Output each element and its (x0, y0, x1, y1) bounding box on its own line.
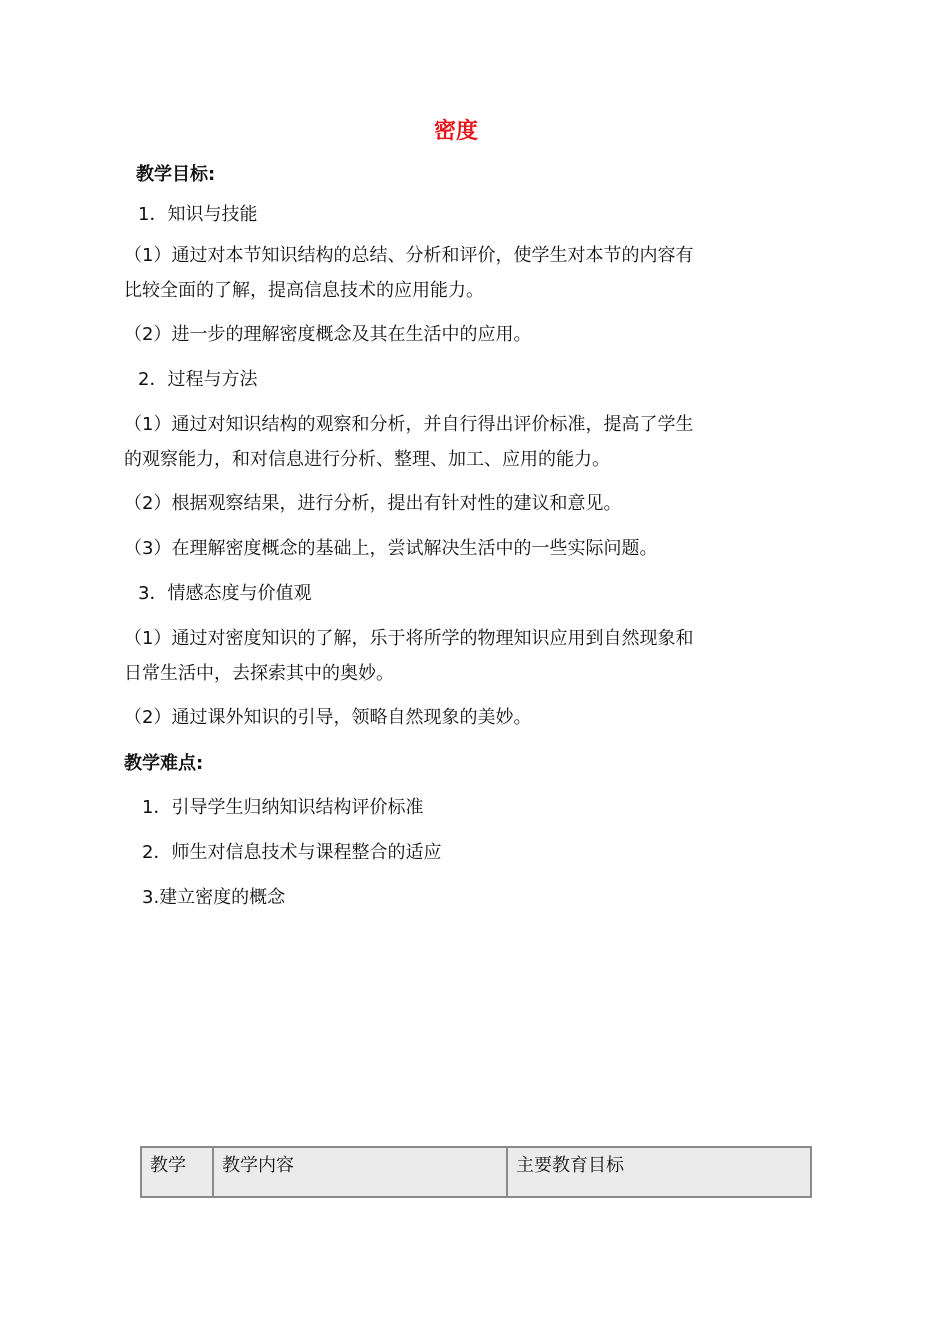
section-3-paragraph-1 (124, 621, 784, 691)
goals-heading: 教学目标: (136, 164, 216, 185)
difficulty-item-3: 3.建立密度的概念 (142, 887, 286, 908)
paragraph-line: （1）通过对本节知识结构的总结、分析和评价，使学生对本节的内容有 (124, 245, 694, 266)
section-3-paragraph-2: （2）通过课外知识的引导，领略自然现象的美妙。 (124, 707, 532, 728)
table-header-cell: 教学 (141, 1147, 213, 1197)
page-title: 密度 (433, 119, 478, 144)
section-2-paragraph-2: （2）根据观察结果，进行分析，提出有针对性的建议和意见。 (124, 493, 622, 514)
section-1-paragraph-1 (124, 238, 784, 308)
table-header-row (141, 1147, 811, 1197)
section-2-heading: 2．过程与方法 (138, 369, 258, 390)
paragraph-line: 的观察能力，和对信息进行分析、整理、加工、应用的能力。 (124, 449, 610, 470)
section-3-heading: 3．情感态度与价值观 (138, 583, 312, 604)
lesson-table (140, 1146, 812, 1198)
table-header-cell: 教学内容 (213, 1147, 507, 1197)
paragraph-line: 日常生活中，去探索其中的奥妙。 (124, 663, 394, 684)
section-1-heading: 1．知识与技能 (138, 204, 258, 225)
difficulties-heading: 教学难点: (124, 753, 204, 774)
section-2-paragraph-3: （3）在理解密度概念的基础上，尝试解决生活中的一些实际问题。 (124, 538, 658, 559)
difficulty-item-1: 1．引导学生归纳知识结构评价标准 (142, 797, 424, 818)
section-1-paragraph-2: （2）进一步的理解密度概念及其在生活中的应用。 (124, 324, 532, 345)
section-2-paragraph-1 (124, 407, 784, 477)
difficulty-item-2: 2．师生对信息技术与课程整合的适应 (142, 842, 442, 863)
paragraph-line: （1）通过对知识结构的观察和分析，并自行得出评价标准，提高了学生 (124, 414, 694, 435)
table-header-cell: 主要教育目标 (507, 1147, 811, 1197)
paragraph-line: 比较全面的了解，提高信息技术的应用能力。 (124, 280, 484, 301)
paragraph-line: （1）通过对密度知识的了解，乐于将所学的物理知识应用到自然现象和 (124, 628, 694, 649)
